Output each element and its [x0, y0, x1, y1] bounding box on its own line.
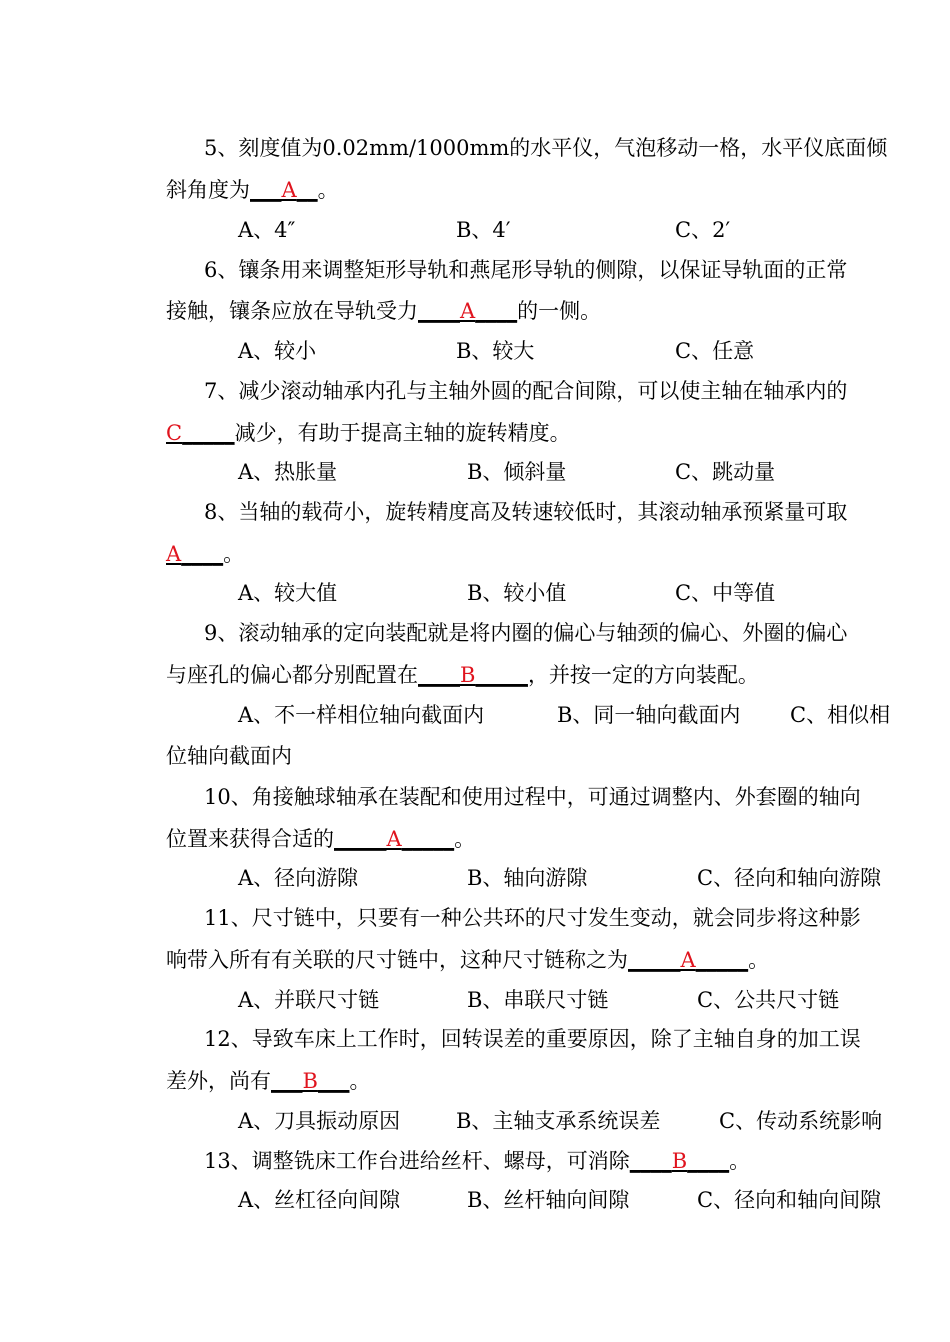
answer-letter: A [460, 299, 476, 323]
answer-blank: C_____ [166, 421, 235, 445]
option-b: B、轴向游隙 [467, 866, 588, 890]
option-c: C、相似相 [790, 703, 891, 727]
option-a: A、不一样相位轴向截面内 [238, 703, 485, 727]
answer-letter: B [460, 663, 476, 687]
option-a: A、较大值 [238, 581, 338, 605]
q6-stem-cont: 接触，镶条应放在导轨受力____A____的一侧。 [166, 296, 950, 326]
answer-blank: ____B_____ [418, 663, 528, 687]
q9-options [0, 700, 950, 730]
option-c: C、中等值 [675, 581, 776, 605]
option-c: C、径向和轴向游隙 [697, 866, 882, 890]
answer-letter: A [680, 948, 696, 972]
answer-blank: ____B____ [629, 1149, 730, 1173]
q9-stem: 9、滚动轴承的定向装配就是将内圈的偏心与轴颈的偏心、外圈的偏心 [204, 621, 848, 645]
q7-options [0, 457, 950, 487]
option-b: B、较小值 [467, 581, 567, 605]
option-a: A、丝杠径向间隙 [238, 1188, 401, 1212]
answer-blank: ___A__ [250, 178, 318, 202]
q8-stem-cont: A____。 [166, 539, 950, 569]
q12-options [0, 1106, 950, 1136]
q7-stem-cont: C_____减少，有助于提高主轴的旋转精度。 [166, 418, 950, 448]
q8-options [0, 578, 950, 608]
answer-blank: A____ [166, 542, 224, 566]
answer-blank: ___B___ [271, 1069, 350, 1093]
option-b: B、较大 [456, 339, 535, 363]
q12-stem: 12、导致车床上工作时，回转误差的重要原因，除了主轴自身的加工误 [204, 1027, 861, 1051]
q10-options [0, 863, 950, 893]
answer-letter: B [671, 1149, 688, 1173]
q13-options [0, 1185, 950, 1215]
answer-letter: A [281, 178, 297, 202]
option-c: C、跳动量 [675, 460, 776, 484]
q11-stem: 11、尺寸链中，只要有一种公共环的尺寸发生变动，就会同步将这种影 [204, 906, 861, 930]
option-b: B、4′ [456, 218, 511, 242]
option-c: C、2′ [675, 218, 731, 242]
option-c: C、传动系统影响 [719, 1109, 883, 1133]
q9-stem-cont: 与座孔的偏心都分别配置在____B_____，并按一定的方向装配。 [166, 660, 950, 690]
answer-blank: _____A_____ [334, 827, 455, 851]
q9-options-cont: 位轴向截面内 [166, 744, 292, 768]
q5-stem-cont: 斜角度为___A__。 [166, 175, 950, 205]
q6-options [0, 336, 950, 366]
q8-stem: 8、当轴的载荷小，旋转精度高及转速较低时，其滚动轴承预紧量可取 [204, 500, 848, 524]
answer-blank: ____A____ [418, 299, 518, 323]
option-a: A、较小 [238, 339, 317, 363]
q7-stem: 7、减少滚动轴承内孔与主轴外圆的配合间隙，可以使主轴在轴承内的 [204, 379, 848, 403]
answer-letter: B [302, 1069, 318, 1093]
q10-stem-cont: 位置来获得合适的_____A_____。 [166, 824, 950, 854]
option-a: A、刀具振动原因 [238, 1109, 401, 1133]
option-b: B、同一轴向截面内 [557, 703, 741, 727]
q5-stem: 5、刻度值为0.02mm/1000mm的水平仪，气泡移动一格，水平仪底面倾 [204, 136, 888, 160]
q6-stem: 6、镶条用来调整矩形导轨和燕尾形导轨的侧隙，以保证导轨面的正常 [204, 258, 848, 282]
option-b: B、主轴支承系统误差 [456, 1109, 661, 1133]
option-c: C、径向和轴向间隙 [697, 1188, 882, 1212]
answer-letter: A [166, 542, 182, 566]
option-a: A、4″ [238, 218, 296, 242]
q12-stem-cont: 差外，尚有___B___。 [166, 1066, 950, 1096]
q13-stem: 13、调整铣床工作台进给丝杆、螺母，可消除____B____。 [204, 1146, 950, 1176]
option-b: B、丝杆轴向间隙 [467, 1188, 630, 1212]
option-a: A、径向游隙 [238, 866, 359, 890]
answer-letter: C [166, 421, 183, 445]
option-c: C、任意 [675, 339, 755, 363]
answer-blank: _____A_____ [628, 948, 749, 972]
q10-stem: 10、角接触球轴承在装配和使用过程中，可通过调整内、外套圈的轴向 [204, 785, 861, 809]
option-a: A、并联尺寸链 [238, 988, 380, 1012]
q11-stem-cont: 响带入所有有关联的尺寸链中，这种尺寸链称之为_____A_____。 [166, 945, 950, 975]
q5-options [0, 215, 950, 245]
option-a: A、热胀量 [238, 460, 338, 484]
answer-letter: A [386, 827, 402, 851]
q11-options [0, 985, 950, 1015]
option-b: B、倾斜量 [467, 460, 567, 484]
option-b: B、串联尺寸链 [467, 988, 609, 1012]
option-c: C、公共尺寸链 [697, 988, 840, 1012]
